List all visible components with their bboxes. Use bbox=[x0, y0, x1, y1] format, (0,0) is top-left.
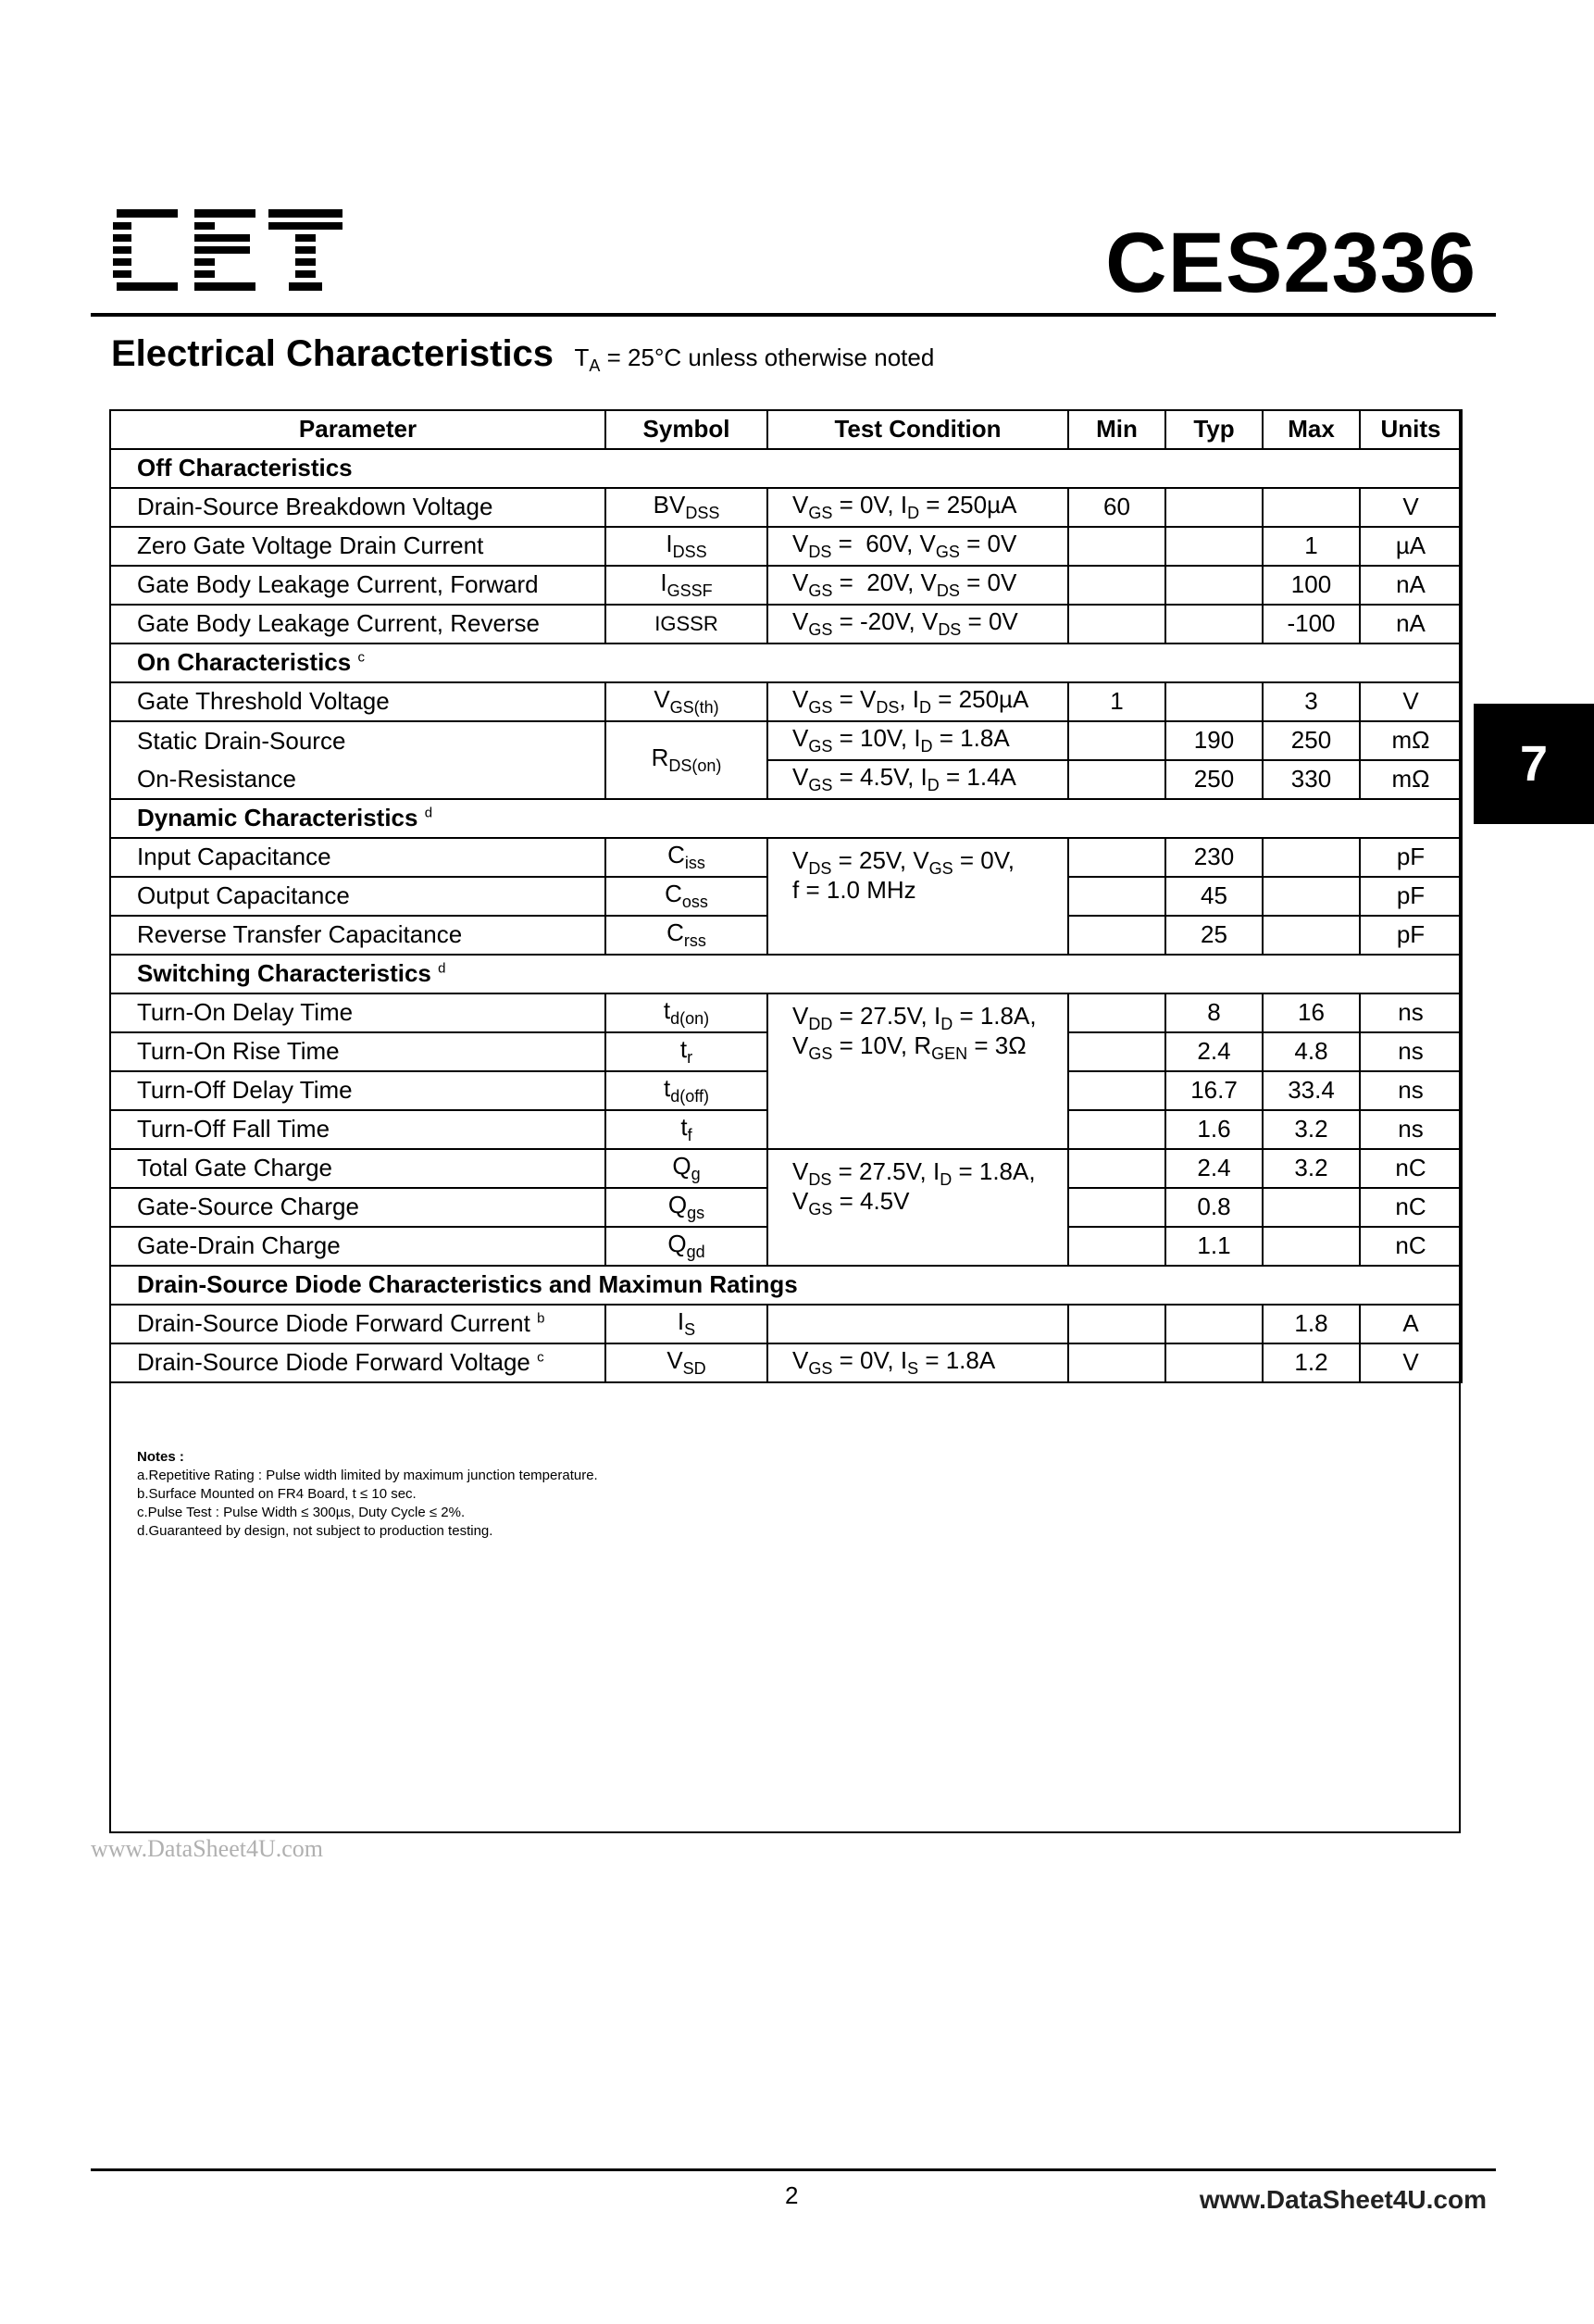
notes bbox=[137, 1448, 598, 1541]
param-cell: Drain-Source Breakdown Voltage bbox=[110, 488, 605, 527]
symbol-cell: $C_{rss}$ bbox=[605, 916, 767, 955]
typ-cell: 1.6 bbox=[1165, 1110, 1263, 1149]
symbol-cell: $I_{GSSF}$ bbox=[605, 566, 767, 605]
note-item: b.Surface Mounted on FR4 Board, t ≤ 10 sec. bbox=[137, 1486, 417, 1502]
section-row-switching: Switching Characteristics $^d$ bbox=[110, 955, 1462, 993]
symbol-cell: IGSSR bbox=[605, 605, 767, 643]
units-cell: A bbox=[1360, 1305, 1462, 1343]
units-cell: nC bbox=[1360, 1149, 1462, 1188]
cet-logo bbox=[113, 206, 342, 294]
max-cell: 3 bbox=[1263, 682, 1360, 721]
condition-cell: $V_{GS} = V_{DS}$, $I_D = 250\mu A$ bbox=[767, 682, 1068, 721]
condition-cell: $V_{GS} = -20V$, $V_{DS} = 0V$ bbox=[767, 605, 1068, 643]
part-number: CES2336 bbox=[1105, 216, 1476, 310]
units-cell: ns bbox=[1360, 1032, 1462, 1071]
section-row-off: Off Characteristics bbox=[110, 449, 1462, 488]
symbol-cell: $Q_g$ bbox=[605, 1149, 767, 1188]
param-cell: Turn-Off Fall Time bbox=[110, 1110, 605, 1149]
typ-cell: 250 bbox=[1165, 760, 1263, 799]
param-cell: Gate Threshold Voltage bbox=[110, 682, 605, 721]
col-parameter: Parameter bbox=[110, 410, 605, 449]
col-symbol: Symbol bbox=[605, 410, 767, 449]
section-row-dynamic: Dynamic Characteristics $^d$ bbox=[110, 799, 1462, 838]
symbol-cell: $C_{iss}$ bbox=[605, 838, 767, 877]
typ-cell: 1.1 bbox=[1165, 1227, 1263, 1266]
note-item: c.Pulse Test : Pulse Width ≤ 300µs, Duty Cycle ≤ 2%. bbox=[137, 1505, 466, 1520]
symbol-cell: $I_{DSS}$ bbox=[605, 527, 767, 566]
units-cell: nA bbox=[1360, 605, 1462, 643]
max-cell: 33.4 bbox=[1263, 1071, 1360, 1110]
param-cell: Turn-Off Delay Time bbox=[110, 1071, 605, 1110]
param-cell: Reverse Transfer Capacitance bbox=[110, 916, 605, 955]
symbol-cell: $t_f$ bbox=[605, 1110, 767, 1149]
table-header-row bbox=[110, 410, 1462, 449]
symbol-cell: $t_{d(on)}$ bbox=[605, 993, 767, 1032]
table-row bbox=[110, 838, 1462, 877]
units-cell: mΩ bbox=[1360, 760, 1462, 799]
symbol-cell: $BV_{DSS}$ bbox=[605, 488, 767, 527]
section-title: Electrical Characteristics bbox=[111, 333, 554, 374]
table-row bbox=[110, 993, 1462, 1032]
symbol-cell: $Q_{gs}$ bbox=[605, 1188, 767, 1227]
typ-cell bbox=[1165, 682, 1263, 721]
typ-cell: 2.4 bbox=[1165, 1149, 1263, 1188]
param-cell: Input Capacitance bbox=[110, 838, 605, 877]
min-cell bbox=[1068, 1032, 1165, 1071]
section-heading bbox=[111, 333, 934, 376]
condition-cell: $V_{DS} = 27.5V$, $I_D = 1.8A$, $V_{GS} = 4.5V$ bbox=[767, 1149, 1068, 1266]
param-cell: Gate Body Leakage Current, Forward bbox=[110, 566, 605, 605]
typ-cell: 0.8 bbox=[1165, 1188, 1263, 1227]
max-cell bbox=[1263, 838, 1360, 877]
max-cell: 1.2 bbox=[1263, 1343, 1360, 1382]
units-cell: ns bbox=[1360, 993, 1462, 1032]
param-cell: Output Capacitance bbox=[110, 877, 605, 916]
param-cell: Total Gate Charge bbox=[110, 1149, 605, 1188]
table-row bbox=[110, 566, 1462, 605]
section-row-on: On Characteristics $^c$ bbox=[110, 643, 1462, 682]
col-max: Max bbox=[1263, 410, 1360, 449]
symbol-cell: $C_{oss}$ bbox=[605, 877, 767, 916]
max-cell bbox=[1263, 1227, 1360, 1266]
min-cell bbox=[1068, 877, 1165, 916]
note-item: a.Repetitive Rating : Pulse width limited by maximum junction temperature. bbox=[137, 1468, 598, 1483]
col-typ: Typ bbox=[1165, 410, 1263, 449]
min-cell bbox=[1068, 993, 1165, 1032]
max-cell: 330 bbox=[1263, 760, 1360, 799]
max-cell bbox=[1263, 916, 1360, 955]
typ-cell: 230 bbox=[1165, 838, 1263, 877]
symbol-cell: $t_r$ bbox=[605, 1032, 767, 1071]
min-cell bbox=[1068, 916, 1165, 955]
symbol-cell: $Q_{gd}$ bbox=[605, 1227, 767, 1266]
footer-site-link[interactable]: www.DataSheet4U.com bbox=[1199, 2185, 1487, 2214]
typ-cell: 190 bbox=[1165, 721, 1263, 760]
section-row-diode: Drain-Source Diode Characteristics and Maximun Ratings bbox=[110, 1266, 1462, 1305]
param-cell: Static Drain-Source bbox=[110, 721, 605, 760]
min-cell bbox=[1068, 721, 1165, 760]
units-cell: pF bbox=[1360, 838, 1462, 877]
units-cell: ns bbox=[1360, 1071, 1462, 1110]
units-cell: ns bbox=[1360, 1110, 1462, 1149]
min-cell bbox=[1068, 1110, 1165, 1149]
min-cell bbox=[1068, 1149, 1165, 1188]
units-cell: V bbox=[1360, 488, 1462, 527]
typ-cell bbox=[1165, 566, 1263, 605]
condition-cell: $V_{DD} = 27.5V$, $I_D = 1.8A$, $V_{GS} = 10V$, $R_{GEN} = 3\Omega$ bbox=[767, 993, 1068, 1149]
max-cell: 100 bbox=[1263, 566, 1360, 605]
max-cell: -100 bbox=[1263, 605, 1360, 643]
chapter-tab: 7 bbox=[1474, 704, 1594, 824]
param-cell: Drain-Source Diode Forward Current $^b$ bbox=[110, 1305, 605, 1343]
param-cell: Gate-Drain Charge bbox=[110, 1227, 605, 1266]
max-cell: 1.8 bbox=[1263, 1305, 1360, 1343]
condition-cell: $V_{DS} = 25V$, $V_{GS} = 0V$, f = 1.0 MHz bbox=[767, 838, 1068, 955]
note-item: d.Guaranteed by design, not subject to production testing. bbox=[137, 1523, 493, 1539]
units-cell: V bbox=[1360, 1343, 1462, 1382]
typ-cell: 45 bbox=[1165, 877, 1263, 916]
typ-cell: 2.4 bbox=[1165, 1032, 1263, 1071]
typ-cell bbox=[1165, 605, 1263, 643]
param-cell: Gate Body Leakage Current, Reverse bbox=[110, 605, 605, 643]
min-cell: 60 bbox=[1068, 488, 1165, 527]
min-cell bbox=[1068, 527, 1165, 566]
min-cell bbox=[1068, 566, 1165, 605]
min-cell bbox=[1068, 838, 1165, 877]
min-cell bbox=[1068, 1071, 1165, 1110]
max-cell: 16 bbox=[1263, 993, 1360, 1032]
condition-cell: $V_{GS} = 0V$, $I_D = 250\mu A$ bbox=[767, 488, 1068, 527]
page-number: 2 bbox=[785, 2181, 799, 2209]
units-cell: nC bbox=[1360, 1227, 1462, 1266]
units-cell: mΩ bbox=[1360, 721, 1462, 760]
typ-cell: 25 bbox=[1165, 916, 1263, 955]
typ-cell: 8 bbox=[1165, 993, 1263, 1032]
notes-title: Notes : bbox=[137, 1449, 184, 1465]
table-row bbox=[110, 488, 1462, 527]
table-row bbox=[110, 527, 1462, 566]
units-cell: V bbox=[1360, 682, 1462, 721]
min-cell bbox=[1068, 1343, 1165, 1382]
param-cell: Turn-On Delay Time bbox=[110, 993, 605, 1032]
symbol-cell: $V_{SD}$ bbox=[605, 1343, 767, 1382]
units-cell: pF bbox=[1360, 877, 1462, 916]
min-cell bbox=[1068, 760, 1165, 799]
min-cell bbox=[1068, 1188, 1165, 1227]
table-row bbox=[110, 760, 1462, 799]
param-cell: Zero Gate Voltage Drain Current bbox=[110, 527, 605, 566]
min-cell bbox=[1068, 605, 1165, 643]
condition-cell: $V_{GS} = 10V$, $I_D = 1.8A$ bbox=[767, 721, 1068, 760]
min-cell bbox=[1068, 1227, 1165, 1266]
max-cell bbox=[1263, 1188, 1360, 1227]
param-cell: Drain-Source Diode Forward Voltage $^c$ bbox=[110, 1343, 605, 1382]
units-cell: nA bbox=[1360, 566, 1462, 605]
typ-cell bbox=[1165, 488, 1263, 527]
min-cell bbox=[1068, 1305, 1165, 1343]
units-cell: µA bbox=[1360, 527, 1462, 566]
table-row bbox=[110, 1305, 1462, 1343]
max-cell: 1 bbox=[1263, 527, 1360, 566]
section-condition: $T_A = 25^\circ C$ unless otherwise noted bbox=[574, 344, 935, 376]
table-row bbox=[110, 682, 1462, 721]
symbol-cell: $V_{GS(th)}$ bbox=[605, 682, 767, 721]
typ-cell: 16.7 bbox=[1165, 1071, 1263, 1110]
max-cell: 250 bbox=[1263, 721, 1360, 760]
header-rule bbox=[91, 313, 1496, 317]
table-row bbox=[110, 1343, 1462, 1382]
max-cell: 3.2 bbox=[1263, 1110, 1360, 1149]
typ-cell bbox=[1165, 1343, 1263, 1382]
max-cell: 3.2 bbox=[1263, 1149, 1360, 1188]
param-cell: On-Resistance bbox=[110, 760, 605, 799]
col-min: Min bbox=[1068, 410, 1165, 449]
condition-cell bbox=[767, 1305, 1068, 1343]
condition-cell: $V_{GS} = 0V$, $I_S = 1.8A$ bbox=[767, 1343, 1068, 1382]
col-units: Units bbox=[1360, 410, 1462, 449]
max-cell bbox=[1263, 877, 1360, 916]
typ-cell bbox=[1165, 1305, 1263, 1343]
table-row bbox=[110, 1149, 1462, 1188]
table-row bbox=[110, 605, 1462, 643]
units-cell: pF bbox=[1360, 916, 1462, 955]
max-cell bbox=[1263, 488, 1360, 527]
watermark: www.DataSheet4U.com bbox=[91, 1835, 324, 1862]
symbol-cell: $R_{DS(on)}$ bbox=[605, 721, 767, 799]
param-cell: Turn-On Rise Time bbox=[110, 1032, 605, 1071]
typ-cell bbox=[1165, 527, 1263, 566]
min-cell: 1 bbox=[1068, 682, 1165, 721]
table-row bbox=[110, 721, 1462, 760]
electrical-characteristics-table bbox=[109, 409, 1463, 1383]
param-cell: Gate-Source Charge bbox=[110, 1188, 605, 1227]
symbol-cell: $t_{d(off)}$ bbox=[605, 1071, 767, 1110]
footer-rule bbox=[91, 2168, 1496, 2171]
symbol-cell: $I_S$ bbox=[605, 1305, 767, 1343]
condition-cell: $V_{GS} = 4.5V$, $I_D = 1.4A$ bbox=[767, 760, 1068, 799]
max-cell: 4.8 bbox=[1263, 1032, 1360, 1071]
units-cell: nC bbox=[1360, 1188, 1462, 1227]
col-test-condition: Test Condition bbox=[767, 410, 1068, 449]
condition-cell: $V_{GS} = 20V$, $V_{DS} = 0V$ bbox=[767, 566, 1068, 605]
condition-cell: $V_{DS} = 60V$, $V_{GS} = 0V$ bbox=[767, 527, 1068, 566]
